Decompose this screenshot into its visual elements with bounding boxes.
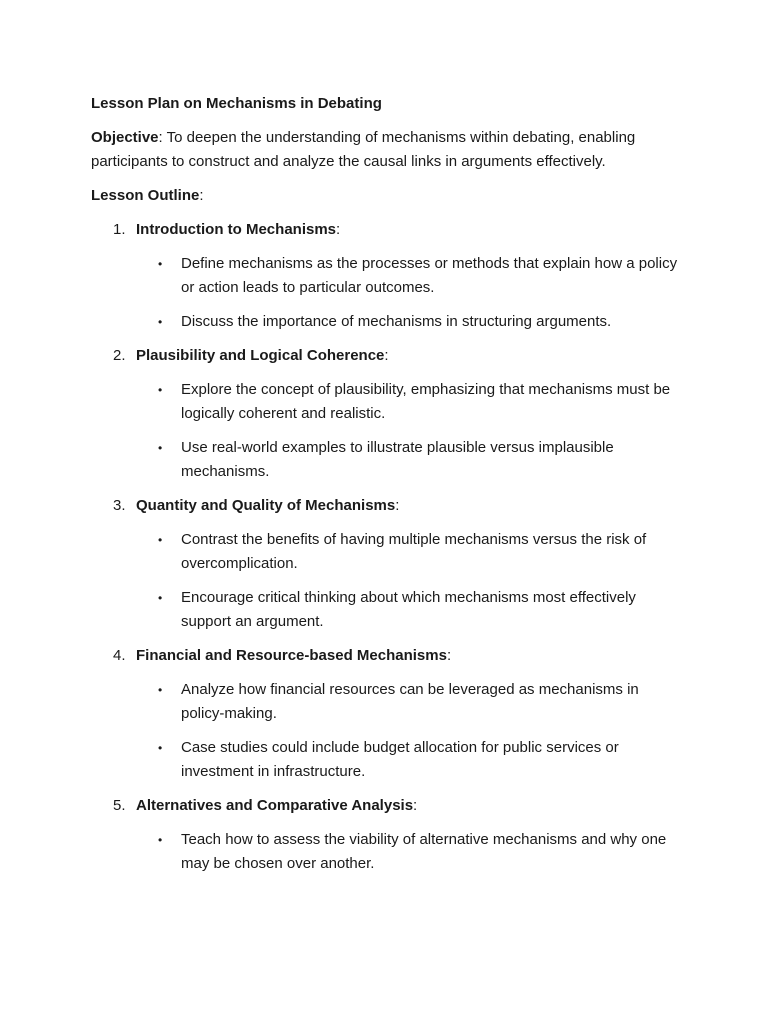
bullet-text: Analyze how financial resources can be leveraged as mechanisms in policy-making.: [181, 681, 639, 722]
bullet-list: [91, 678, 691, 784]
section-number: 4.: [113, 647, 126, 664]
bullet-text: Define mechanisms as the processes or methods that explain how a policy or action leads to particular outcomes.: [181, 255, 678, 296]
bullet-text: Use real-world examples to illustrate plausible versus implausible mechanisms.: [181, 439, 614, 480]
bullet-text: Case studies could include budget allocation for public services or investment in infrastructure.: [181, 739, 619, 780]
section-colon: :: [395, 497, 400, 514]
objective-text: : To deepen the understanding of mechanisms within debating, enabling participants to construct and analyze the causal links in arguments effectively.: [91, 129, 636, 170]
document-page: [91, 92, 691, 886]
section-colon: :: [413, 797, 418, 814]
bullet-item: [91, 678, 691, 726]
bullet-marker: •: [158, 591, 163, 605]
section-title: Plausibility and Logical Coherence: [136, 347, 385, 364]
section-title: Alternatives and Comparative Analysis: [136, 797, 414, 814]
outline-section: [91, 644, 691, 784]
outline-colon: :: [199, 187, 204, 204]
bullet-list: [91, 378, 691, 484]
section-title: Introduction to Mechanisms: [136, 221, 337, 238]
outline-section: [91, 794, 691, 876]
bullet-item: [91, 528, 691, 576]
bullet-marker: •: [158, 683, 163, 697]
bullet-item: [91, 436, 691, 484]
section-heading: [91, 344, 691, 368]
section-number: 3.: [113, 497, 126, 514]
objective-paragraph: [91, 126, 691, 174]
section-heading: [91, 644, 691, 668]
outline-section: [91, 344, 691, 484]
bullet-text: Contrast the benefits of having multiple mechanisms versus the risk of overcomplication.: [181, 531, 647, 572]
bullet-item: [91, 736, 691, 784]
bullet-item: [91, 252, 691, 300]
section-heading: [91, 794, 691, 818]
section-number: 2.: [113, 347, 126, 364]
outline-label: Lesson Outline: [91, 187, 200, 204]
section-colon: :: [336, 221, 341, 238]
bullet-text: Explore the concept of plausibility, emphasizing that mechanisms must be logically coherent and realistic.: [181, 381, 671, 422]
section-heading: [91, 494, 691, 518]
section-number: 1.: [113, 221, 126, 238]
section-title: Quantity and Quality of Mechanisms: [136, 497, 396, 514]
bullet-text: Encourage critical thinking about which mechanisms most effectively support an argument.: [181, 589, 636, 630]
bullet-item: [91, 828, 691, 876]
outline-heading: [91, 184, 691, 208]
bullet-text: Teach how to assess the viability of alternative mechanisms and why one may be chosen over another.: [181, 831, 667, 872]
bullet-marker: •: [158, 441, 163, 455]
bullet-list: [91, 252, 691, 334]
bullet-item: [91, 378, 691, 426]
bullet-marker: •: [158, 257, 163, 271]
bullet-text: Discuss the importance of mechanisms in structuring arguments.: [181, 313, 612, 330]
bullet-list: [91, 828, 691, 876]
section-colon: :: [446, 647, 452, 664]
section-number: 5.: [113, 797, 126, 814]
bullet-marker: •: [158, 533, 163, 547]
bullet-marker: •: [158, 741, 163, 755]
outline-section: [91, 218, 691, 334]
bullet-marker: •: [158, 315, 163, 329]
bullet-item: [91, 586, 691, 634]
bullet-marker: •: [158, 833, 163, 847]
bullet-item: [91, 310, 691, 334]
section-title: Financial and Resource-based Mechanisms: [136, 647, 447, 664]
objective-label: Objective: [91, 129, 159, 146]
outline-section: [91, 494, 691, 634]
section-colon: :: [384, 347, 389, 364]
bullet-marker: •: [158, 383, 163, 397]
bullet-list: [91, 528, 691, 634]
document-title: Lesson Plan on Mechanisms in Debating: [91, 95, 382, 112]
section-heading: [91, 218, 691, 242]
outline-list: [91, 218, 691, 876]
